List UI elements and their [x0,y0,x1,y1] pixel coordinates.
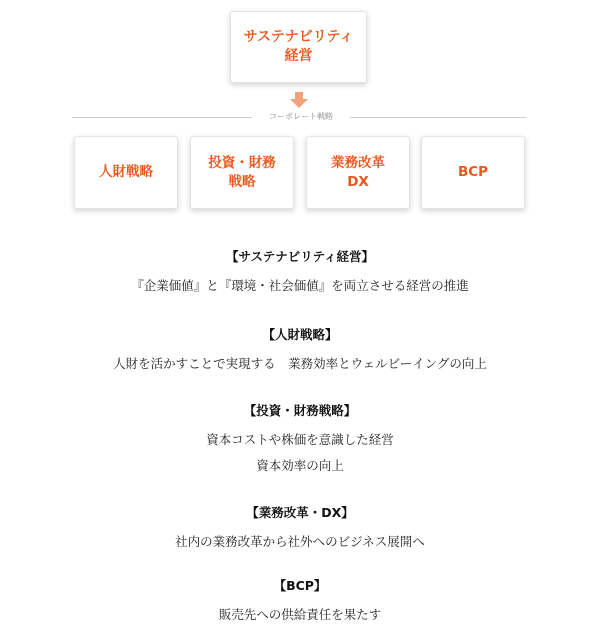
top-box-line1: サステナビリティ [243,29,354,45]
description-human-resources [0,327,600,372]
strategy-box-line1: 投資・財務 [208,154,276,171]
description-sustainability [0,249,600,294]
description-line: 資本効率の向上 [256,458,344,473]
down-arrow-icon [290,92,308,108]
strategy-box-bcp [421,136,525,209]
description-heading: 【人財戦略】 [262,327,338,342]
top-box-line2: 経営 [284,48,313,64]
divider-left [72,117,252,118]
strategy-box-line2: DX [347,173,369,190]
description-line: 販売先への供給責任を果たす [218,607,382,622]
description-line: 人財を活かすことで実現する 業務効率とウェルビーイングの向上 [113,356,487,371]
description-line: 社内の業務改革から社外へのビジネス展開へ [175,534,425,549]
description-investment-finance [0,403,600,474]
description-business-reform-dx [0,505,600,550]
strategy-box-investment-finance [190,136,294,209]
corporate-strategy-label: コーポレート戦略 [269,112,333,121]
description-heading: 【業務改革・DX】 [246,505,354,520]
strategy-box-line2: 戦略 [228,173,256,190]
strategy-box-line1: 業務改革 [331,154,385,171]
sustainability-management-box [230,11,367,83]
strategy-box-line1: 人財戦略 [99,164,153,180]
strategy-box-line1: BCP [457,164,489,180]
description-bcp [0,578,600,623]
strategy-box-business-reform-dx [306,136,410,209]
strategy-box-human-resources [74,136,178,209]
description-line: 『企業価値』と『環境・社会価値』を両立させる経営の推進 [131,278,469,293]
description-line: 資本コストや株価を意識した経営 [206,432,394,447]
description-heading: 【BCP】 [273,578,327,593]
description-heading: 【サステナビリティ経営】 [225,249,374,264]
divider-right [350,117,526,118]
description-heading: 【投資・財務戦略】 [243,403,357,418]
